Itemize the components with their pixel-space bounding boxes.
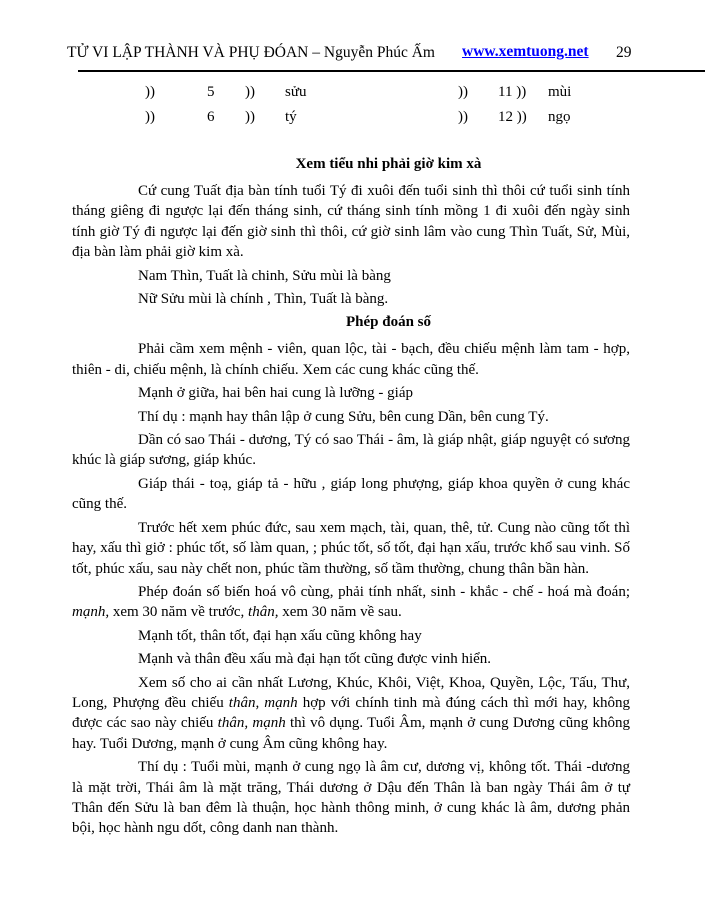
xemtuong-link[interactable]: www.xemtuong.net [462, 43, 589, 60]
table-cell: )) [458, 84, 468, 100]
table-cell: 6 [207, 109, 215, 125]
table-cell: )) [145, 84, 155, 100]
paragraph: Giáp thái - toạ, giáp tả - hữu , giáp long phượng, giáp khoa quyền ở cung khác cũng thế. [72, 475, 630, 513]
table-cell: )) [245, 109, 255, 125]
paragraph: Cứ cung Tuất địa bàn tính tuổi Tý đi xuôi đến tuổi sinh thì thôi cứ tuổi sinh tính tháng giêng đi ngược lại đến tháng sinh, cứ tháng sinh tính mồng 1 đi xuôi đến ngày sinh tính giờ Tý đi ngược lại đến giờ sinh thì thôi, cứ giờ sinh lâm vào cung Thìn Tuất, Sử, Mùi, địa bàn làm phải giờ kim xà. [72, 183, 630, 261]
table-cell: 12 )) [498, 109, 527, 125]
paragraph: Mạnh ở giữa, hai bên hai cung là lưỡng - giáp [138, 385, 413, 402]
paragraph: Nam Thìn, Tuất là chinh, Sửu mùi là bàng [138, 267, 391, 284]
paragraph: Mạnh và thân đều xấu mà đại hạn tốt cũng được vinh hiển. [138, 651, 492, 668]
paragraph: Dần có sao Thái - dương, Tý có sao Thái - âm, là giáp nhật, giáp nguyệt có sương khúc là giáp sương, giáp khúc. [72, 432, 630, 469]
section-heading: Phép đoán số [345, 314, 432, 331]
table-row [0, 109, 705, 134]
table-cell: )) [458, 109, 468, 125]
table-cell: 11 )) [498, 84, 527, 100]
paragraph: Phải cầm xem mệnh - viên, quan lộc, tài - bạch, đều chiếu mệnh làm tam - hợp, thiên - di, chiếu mệnh, là chính chiếu. Xem các cung khác cũng thế. [72, 341, 630, 378]
paragraph: Thí dụ : mạnh hay thân lập ở cung Sửu, bên cung Dần, bên cung Tý. [138, 408, 549, 425]
table-cell: )) [245, 84, 255, 100]
paragraph: Phép đoán số biến hoá vô cùng, phải tính nhất, sinh - khắc - chế - hoá mà đoán; mạnh, xem 30 năm về trước, thân, xem 30 năm về sau. [72, 583, 630, 621]
table-cell: 5 [207, 84, 215, 100]
paragraph: Xem số cho ai cần nhất Lương, Khúc, Khôi, Việt, Khoa, Quyền, Lộc, Tấu, Thư, Long, Phượng đều chiếu thân, mạnh hợp với chính tinh mà đúng cách thì mới hay, không được các sao này chiếu thân, mạnh thì vô dụng. Tuổi Âm, mạnh ở cung Dương cũng không hay. Tuổi Dương, mạnh ở cung Âm cũng không hay. [72, 674, 630, 752]
table-cell: tý [285, 109, 297, 125]
paragraph: Mạnh tốt, thân tốt, đại hạn xấu cũng không hay [138, 627, 422, 644]
document-body [72, 152, 630, 842]
paragraph: Thí dụ : Tuổi mùi, mạnh ở cung ngọ là âm cư, dương vị, không tốt. Thái -dương là mặt trời, Thái âm là mặt trăng, Thái dương ở Dậu đến Thân là ban ngày Thái âm ở tự Thân đến Sửu là ban đêm là thuận, học hành thông minh, ở cung khác là âm, dương phản bội, học hành ngu dốt, công danh nan thành. [72, 759, 630, 837]
section-heading: Xem tiểu nhi phải giờ kim xà [295, 156, 482, 172]
header-divider [78, 70, 705, 72]
table-row [0, 84, 705, 109]
table-cell: sửu [285, 84, 307, 100]
table-cell: )) [145, 109, 155, 125]
hour-branch-table [0, 84, 705, 134]
table-cell: mùi [548, 84, 572, 100]
table-cell: ngọ [548, 109, 571, 125]
page-number: 29 [616, 44, 632, 61]
paragraph: Nữ Sửu mùi là chính , Thìn, Tuất là bàng. [138, 291, 389, 308]
document-title: TỬ VI LẬP THÀNH VÀ PHỤ ĐÓAN – Nguyễn Phúc Ấm [67, 44, 435, 61]
paragraph: Trước hết xem phúc đức, sau xem mạch, tài, quan, thê, tử. Cung nào cũng tốt thì hay, xấu thì giở : phúc tốt, số làm quan, ; phúc tốt, số tốt, đại hạn xấu, trước khổ sau vinh. Số tốt, phúc xấu, sau này chết non, phúc tầm thường, số tầm thường, chung thân bần hàn. [72, 519, 630, 577]
